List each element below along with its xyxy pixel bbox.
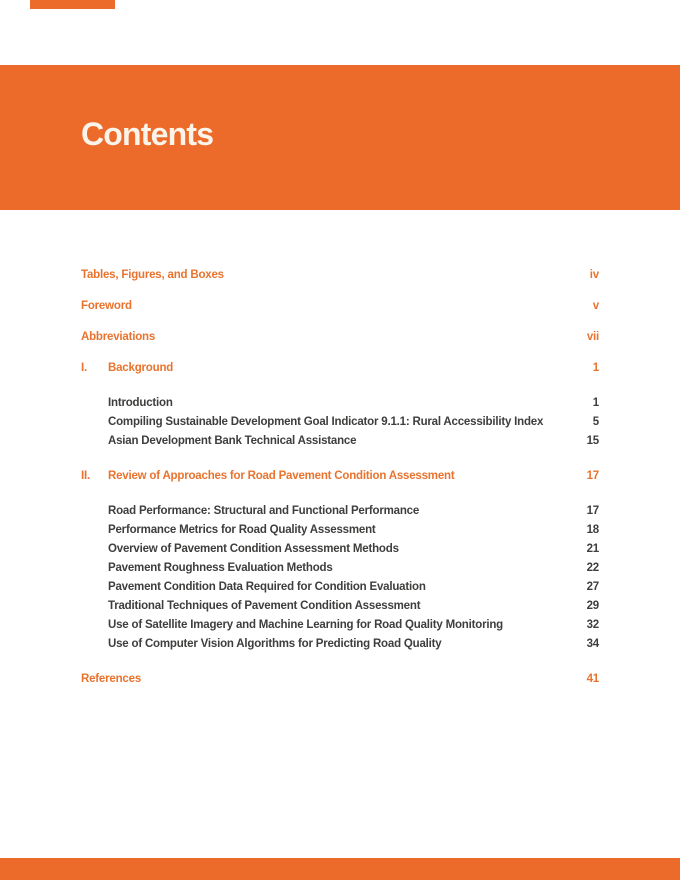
toc-subentry-pavement-roughness[interactable] <box>81 559 599 578</box>
toc-entry-page: 34 <box>586 638 599 650</box>
toc-entry-label: Foreword <box>81 300 132 312</box>
toc-entry-label: Use of Computer Vision Algorithms for Predicting Road Quality <box>108 638 442 650</box>
toc-entry-label: Use of Satellite Imagery and Machine Learning for Road Quality Monitoring <box>108 619 503 631</box>
toc-subentry-performance-metrics[interactable] <box>81 521 599 540</box>
toc-entry-page: 22 <box>586 562 599 574</box>
toc-subentry-adb-technical-assistance[interactable] <box>81 432 599 451</box>
toc-entry-label: Abbreviations <box>81 331 156 343</box>
toc-entry-tables-figures-boxes[interactable] <box>81 266 599 285</box>
toc-subentry-road-performance[interactable] <box>81 502 599 521</box>
toc-entry-page: v <box>592 300 599 312</box>
toc-entry-label: References <box>81 673 142 685</box>
toc-entry-label: Tables, Figures, and Boxes <box>81 269 224 281</box>
bottom-bar <box>0 858 680 880</box>
toc-entry-page: 21 <box>586 543 599 555</box>
toc-entry-page: 32 <box>586 619 599 631</box>
toc-entry-label: Performance Metrics for Road Quality Assessment <box>108 524 376 536</box>
table-of-contents <box>81 266 599 689</box>
toc-entry-page: 15 <box>586 435 599 447</box>
toc-entry-foreword[interactable] <box>81 297 599 316</box>
toc-entry-label: Overview of Pavement Condition Assessment Methods <box>108 543 399 555</box>
chapter-numeral: II. <box>81 470 90 482</box>
toc-entry-page: 27 <box>586 581 599 593</box>
toc-entry-page: vii <box>586 331 599 343</box>
toc-subentry-overview-pavement-condition[interactable] <box>81 540 599 559</box>
toc-entry-label: Asian Development Bank Technical Assistance <box>108 435 357 447</box>
contents-banner <box>0 65 680 210</box>
toc-subentry-compiling-sdg-indicator[interactable] <box>81 413 599 432</box>
toc-entry-label: Pavement Roughness Evaluation Methods <box>108 562 333 574</box>
toc-entry-page: 29 <box>586 600 599 612</box>
toc-entry-page: iv <box>589 269 599 281</box>
toc-entry-label: Introduction <box>108 397 173 409</box>
toc-entry-page: 41 <box>586 673 599 685</box>
toc-entry-label: Pavement Condition Data Required for Condition Evaluation <box>108 581 426 593</box>
toc-entry-chapter-2[interactable] <box>81 467 599 486</box>
toc-entry-references[interactable] <box>81 670 599 689</box>
toc-entry-page: 17 <box>586 505 599 517</box>
toc-entry-label: Compiling Sustainable Development Goal Indicator 9.1.1: Rural Accessibility Index <box>108 416 544 428</box>
toc-subentry-pavement-condition-data[interactable] <box>81 578 599 597</box>
toc-subentry-computer-vision[interactable] <box>81 635 599 654</box>
toc-entry-label: Review of Approaches for Road Pavement Condition Assessment <box>108 470 455 482</box>
toc-subentry-traditional-techniques[interactable] <box>81 597 599 616</box>
page-title: Contents <box>81 116 214 152</box>
toc-entry-label: Traditional Techniques of Pavement Condition Assessment <box>108 600 421 612</box>
page-bleed-tab <box>30 0 115 9</box>
toc-entry-page: 18 <box>586 524 599 536</box>
toc-subentry-satellite-imagery-ml[interactable] <box>81 616 599 635</box>
toc-subentry-introduction[interactable] <box>81 394 599 413</box>
toc-entry-page: 1 <box>592 362 599 374</box>
toc-entry-label: Background <box>108 362 174 374</box>
toc-entry-chapter-1[interactable] <box>81 359 599 378</box>
chapter-numeral: I. <box>81 362 87 374</box>
toc-entry-page: 5 <box>592 416 599 428</box>
toc-entry-page: 17 <box>586 470 599 482</box>
toc-entry-label: Road Performance: Structural and Functional Performance <box>108 505 420 517</box>
toc-entry-abbreviations[interactable] <box>81 328 599 347</box>
toc-entry-page: 1 <box>592 397 599 409</box>
